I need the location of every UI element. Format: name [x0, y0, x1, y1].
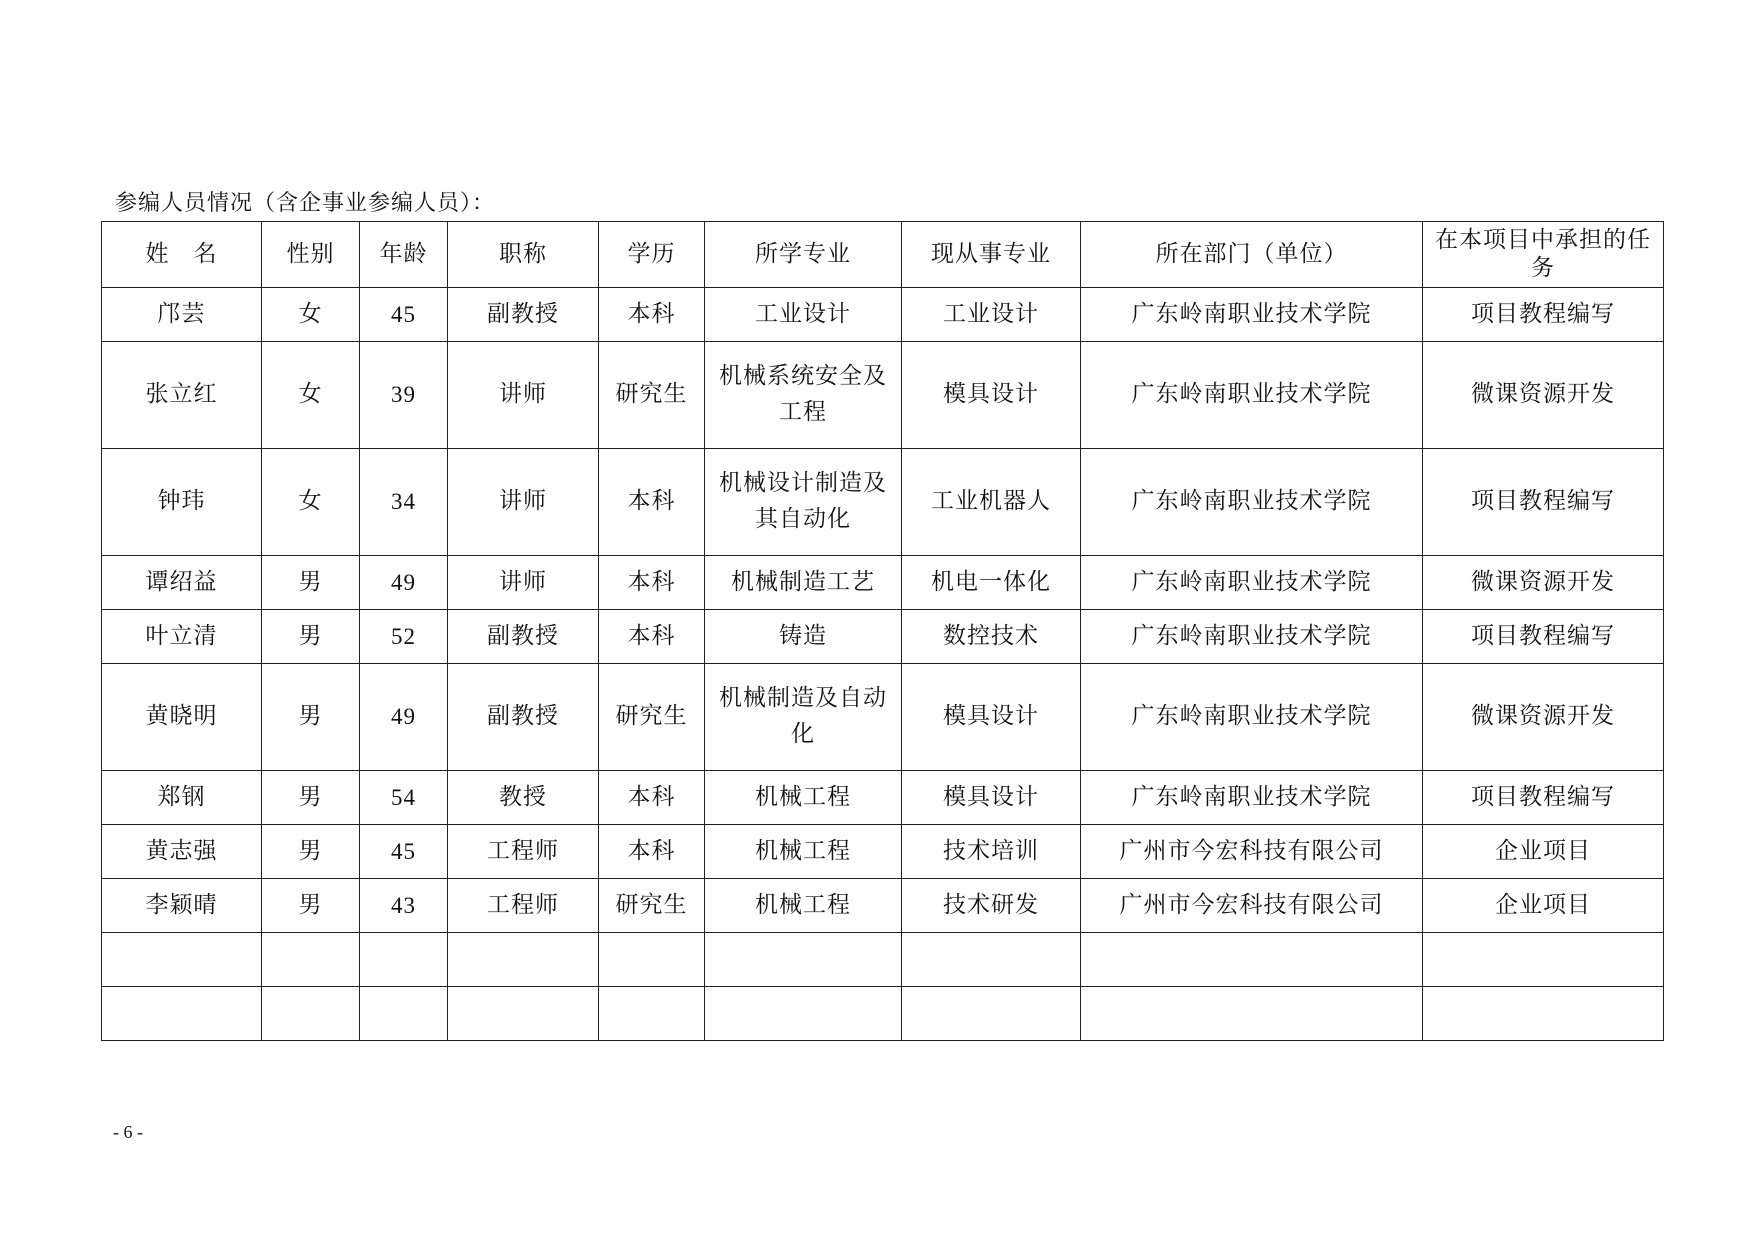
empty-row	[102, 987, 1664, 1041]
header-age: 年龄	[360, 222, 448, 288]
cell-gender: 男	[262, 879, 360, 933]
empty-cell	[1423, 987, 1664, 1041]
cell-age: 49	[360, 556, 448, 610]
cell-unit: 广州市今宏科技有限公司	[1081, 879, 1423, 933]
empty-cell	[599, 987, 705, 1041]
cell-current-field: 机电一体化	[902, 556, 1081, 610]
cell-title: 工程师	[448, 879, 599, 933]
empty-cell	[1081, 933, 1423, 987]
cell-gender: 男	[262, 556, 360, 610]
empty-cell	[262, 987, 360, 1041]
cell-task: 项目教程编写	[1423, 288, 1664, 342]
header-gender: 性别	[262, 222, 360, 288]
cell-task: 项目教程编写	[1423, 449, 1664, 556]
cell-age: 45	[360, 288, 448, 342]
cell-major: 机械制造工艺	[705, 556, 902, 610]
cell-task: 项目教程编写	[1423, 771, 1664, 825]
cell-task: 项目教程编写	[1423, 610, 1664, 664]
empty-cell	[902, 933, 1081, 987]
table-row	[102, 288, 1664, 342]
cell-major: 机械系统安全及工程	[705, 342, 902, 449]
table-row	[102, 610, 1664, 664]
cell-task: 微课资源开发	[1423, 342, 1664, 449]
cell-gender: 男	[262, 610, 360, 664]
table-row	[102, 664, 1664, 771]
header-row	[102, 222, 1664, 288]
empty-cell	[599, 933, 705, 987]
cell-major: 机械工程	[705, 825, 902, 879]
cell-unit: 广东岭南职业技术学院	[1081, 449, 1423, 556]
cell-major: 机械制造及自动化	[705, 664, 902, 771]
cell-major: 机械工程	[705, 771, 902, 825]
cell-education: 本科	[599, 825, 705, 879]
cell-education: 本科	[599, 288, 705, 342]
cell-education: 研究生	[599, 342, 705, 449]
cell-name: 张立红	[102, 342, 262, 449]
table-row	[102, 556, 1664, 610]
cell-title: 副教授	[448, 288, 599, 342]
header-title: 职称	[448, 222, 599, 288]
cell-name: 钟玮	[102, 449, 262, 556]
empty-cell	[705, 987, 902, 1041]
cell-unit: 广东岭南职业技术学院	[1081, 288, 1423, 342]
cell-age: 49	[360, 664, 448, 771]
cell-title: 教授	[448, 771, 599, 825]
cell-task: 企业项目	[1423, 825, 1664, 879]
cell-age: 43	[360, 879, 448, 933]
cell-name: 李颖晴	[102, 879, 262, 933]
empty-cell	[360, 987, 448, 1041]
table-row	[102, 771, 1664, 825]
empty-cell	[448, 987, 599, 1041]
cell-age: 34	[360, 449, 448, 556]
empty-cell	[448, 933, 599, 987]
cell-current-field: 技术研发	[902, 879, 1081, 933]
cell-title: 讲师	[448, 556, 599, 610]
header-name: 姓 名	[102, 222, 262, 288]
cell-task: 微课资源开发	[1423, 664, 1664, 771]
table-row	[102, 342, 1664, 449]
table-row	[102, 879, 1664, 933]
cell-unit: 广州市今宏科技有限公司	[1081, 825, 1423, 879]
cell-unit: 广东岭南职业技术学院	[1081, 342, 1423, 449]
cell-name: 黄晓明	[102, 664, 262, 771]
cell-current-field: 模具设计	[902, 771, 1081, 825]
cell-title: 讲师	[448, 342, 599, 449]
cell-unit: 广东岭南职业技术学院	[1081, 556, 1423, 610]
cell-current-field: 工业设计	[902, 288, 1081, 342]
cell-name: 叶立清	[102, 610, 262, 664]
cell-name: 郑钢	[102, 771, 262, 825]
cell-current-field: 工业机器人	[902, 449, 1081, 556]
cell-education: 本科	[599, 771, 705, 825]
empty-cell	[102, 933, 262, 987]
cell-major: 机械工程	[705, 879, 902, 933]
cell-current-field: 技术培训	[902, 825, 1081, 879]
cell-title: 讲师	[448, 449, 599, 556]
cell-age: 52	[360, 610, 448, 664]
cell-gender: 女	[262, 449, 360, 556]
cell-gender: 男	[262, 664, 360, 771]
cell-education: 本科	[599, 449, 705, 556]
header-education: 学历	[599, 222, 705, 288]
cell-gender: 男	[262, 825, 360, 879]
cell-unit: 广东岭南职业技术学院	[1081, 771, 1423, 825]
empty-cell	[1081, 987, 1423, 1041]
cell-current-field: 模具设计	[902, 342, 1081, 449]
cell-gender: 女	[262, 288, 360, 342]
cell-age: 39	[360, 342, 448, 449]
table-row	[102, 825, 1664, 879]
cell-current-field: 数控技术	[902, 610, 1081, 664]
empty-cell	[902, 987, 1081, 1041]
header-task: 在本项目中承担的任务	[1423, 222, 1664, 288]
empty-cell	[705, 933, 902, 987]
page-number: - 6 -	[113, 1122, 143, 1142]
cell-major: 工业设计	[705, 288, 902, 342]
cell-title: 工程师	[448, 825, 599, 879]
header-current-field: 现从事专业	[902, 222, 1081, 288]
table-caption: 参编人员情况（含企事业参编人员）：	[115, 191, 496, 216]
cell-major: 铸造	[705, 610, 902, 664]
cell-major: 机械设计制造及其自动化	[705, 449, 902, 556]
empty-cell	[1423, 933, 1664, 987]
cell-gender: 女	[262, 342, 360, 449]
cell-title: 副教授	[448, 610, 599, 664]
cell-age: 45	[360, 825, 448, 879]
cell-title: 副教授	[448, 664, 599, 771]
cell-task: 企业项目	[1423, 879, 1664, 933]
cell-education: 本科	[599, 610, 705, 664]
cell-task: 微课资源开发	[1423, 556, 1664, 610]
cell-education: 研究生	[599, 664, 705, 771]
cell-current-field: 模具设计	[902, 664, 1081, 771]
header-unit: 所在部门（单位）	[1081, 222, 1423, 288]
cell-name: 黄志强	[102, 825, 262, 879]
cell-education: 研究生	[599, 879, 705, 933]
cell-age: 54	[360, 771, 448, 825]
empty-cell	[262, 933, 360, 987]
cell-name: 邝芸	[102, 288, 262, 342]
cell-unit: 广东岭南职业技术学院	[1081, 664, 1423, 771]
empty-row	[102, 933, 1664, 987]
empty-cell	[360, 933, 448, 987]
cell-name: 谭绍益	[102, 556, 262, 610]
table-row	[102, 449, 1664, 556]
empty-cell	[102, 987, 262, 1041]
cell-unit: 广东岭南职业技术学院	[1081, 610, 1423, 664]
staff-table	[101, 221, 1664, 1041]
cell-education: 本科	[599, 556, 705, 610]
header-major: 所学专业	[705, 222, 902, 288]
cell-gender: 男	[262, 771, 360, 825]
